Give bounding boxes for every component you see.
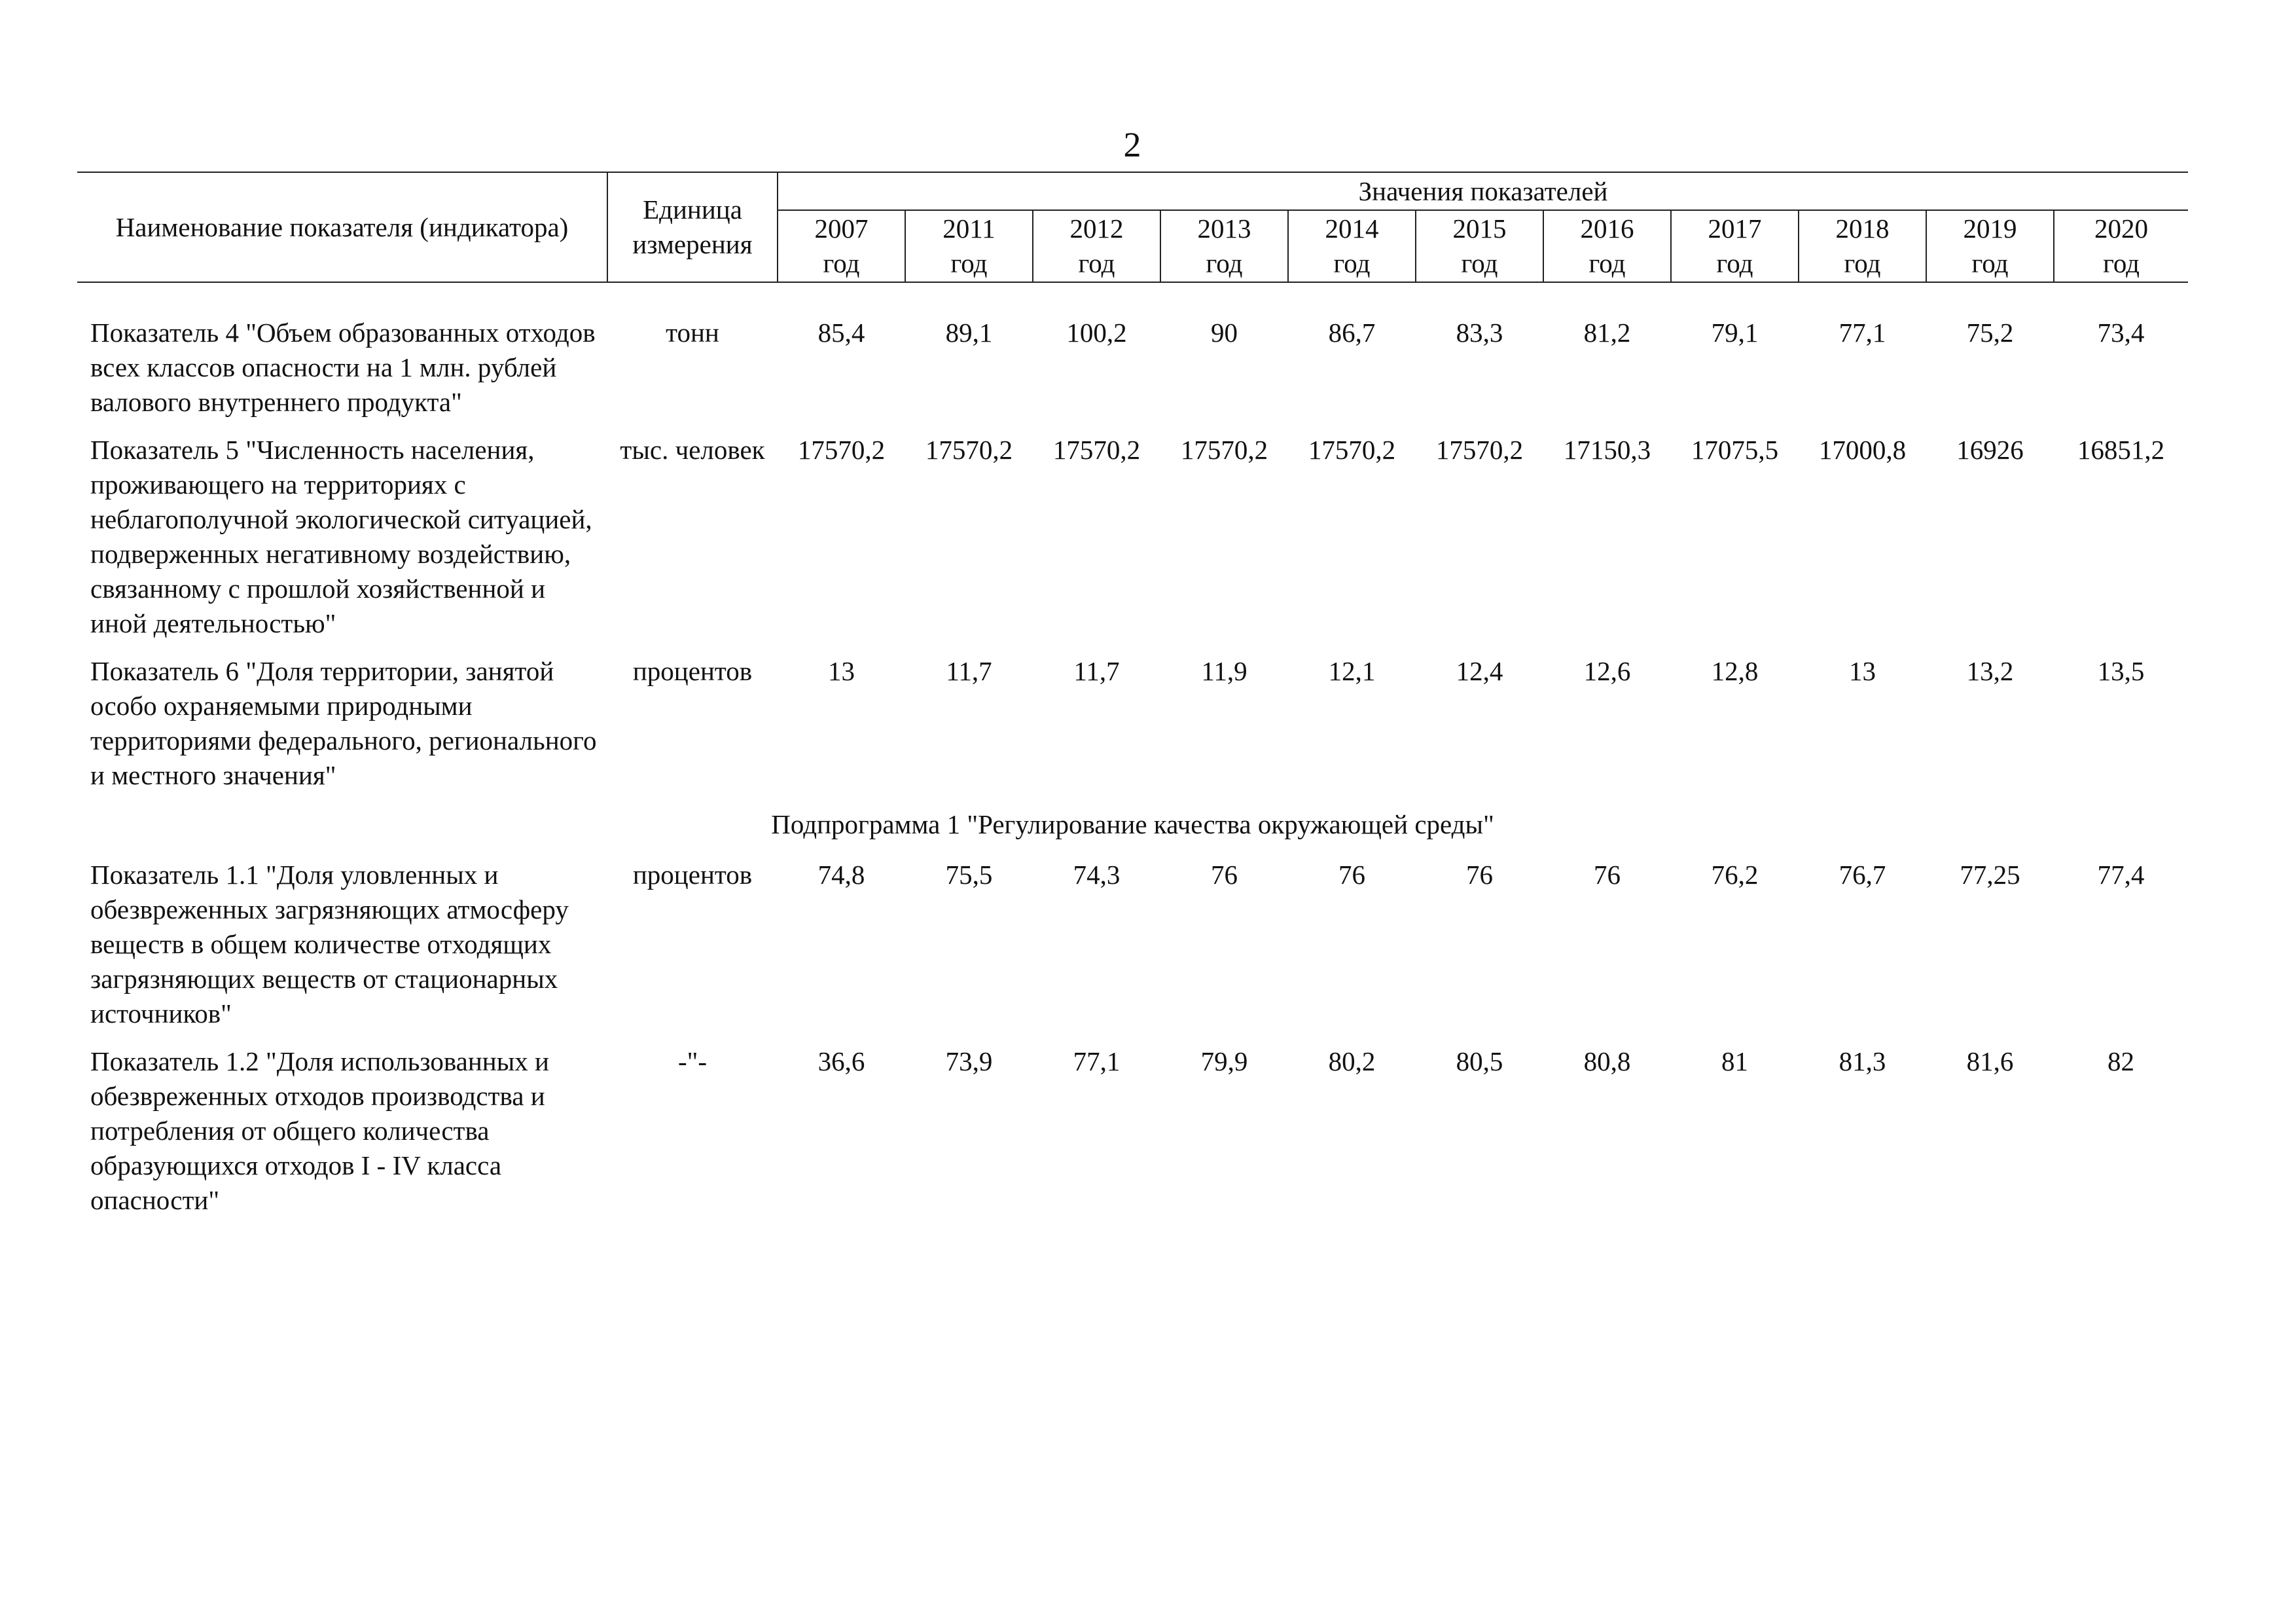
indicator-name: Показатель 4 "Объем образованных отходов всех классов опасности на 1 млн. рублей валового внутреннего продукта" <box>90 318 596 417</box>
indicator-value: 13 <box>828 656 855 686</box>
indicator-value: 80,8 <box>1583 1046 1631 1076</box>
indicator-value: 76 <box>1594 860 1621 890</box>
indicator-value: 77,4 <box>2097 860 2145 890</box>
indicator-value: 77,1 <box>1073 1046 1121 1076</box>
year-suffix: год <box>1333 248 1371 278</box>
year-label: 2016 <box>1580 213 1634 244</box>
indicator-value: 83,3 <box>1456 318 1503 348</box>
indicator-unit: тыс. человек <box>620 435 765 465</box>
year-header <box>1160 210 1288 282</box>
indicator-value: 17570,2 <box>925 435 1013 465</box>
subprogram-title: Подпрограмма 1 "Регулирование качества окружающей среды" <box>771 809 1494 839</box>
indicator-value: 17570,2 <box>797 435 886 465</box>
indicator-name: Показатель 1.1 "Доля уловленных и обезвреженных загрязняющих атмосферу веществ в общем количестве отходящих загрязняющих веществ от стационарных источников" <box>90 860 569 1029</box>
indicator-value: 81,6 <box>1966 1046 2014 1076</box>
column-header-unit: Единица измерения <box>607 172 778 282</box>
year-label: 2007 <box>814 213 869 244</box>
indicator-value: 76 <box>1211 860 1238 890</box>
column-header-values: Значения показателей <box>778 172 2188 210</box>
year-suffix: год <box>1078 248 1115 278</box>
indicator-value: 77,25 <box>1960 860 2020 890</box>
indicator-value: 11,7 <box>1073 656 1120 686</box>
indicator-value: 77,1 <box>1839 318 1886 348</box>
indicator-unit: процентов <box>632 656 753 686</box>
indicator-value: 12,8 <box>1711 656 1759 686</box>
year-header <box>905 210 1033 282</box>
year-header <box>2054 210 2188 282</box>
year-label: 2017 <box>1708 213 1762 244</box>
year-label: 2012 <box>1069 213 1124 244</box>
year-header <box>1288 210 1416 282</box>
indicator-value: 17075,5 <box>1691 435 1779 465</box>
indicator-value: 17570,2 <box>1052 435 1141 465</box>
indicator-value: 12,6 <box>1583 656 1631 686</box>
indicator-value: 80,2 <box>1328 1046 1376 1076</box>
year-suffix: год <box>823 248 860 278</box>
year-header <box>778 210 905 282</box>
table-row <box>77 1044 2188 1231</box>
indicators-table <box>77 172 2188 1231</box>
year-header <box>1799 210 1926 282</box>
year-label: 2015 <box>1452 213 1507 244</box>
indicator-value: 86,7 <box>1328 318 1376 348</box>
indicator-value: 13 <box>1849 656 1876 686</box>
indicator-value: 76,2 <box>1711 860 1759 890</box>
indicator-value: 17570,2 <box>1308 435 1396 465</box>
year-label: 2014 <box>1325 213 1379 244</box>
indicator-name: Показатель 1.2 "Доля использованных и обезвреженных отходов производства и потребления от общего количества образующихся отходов I - IV класса опасности" <box>90 1046 549 1215</box>
indicator-value: 75,2 <box>1966 318 2014 348</box>
indicator-value: 85,4 <box>817 318 865 348</box>
indicator-value: 90 <box>1211 318 1238 348</box>
indicator-value: 100,2 <box>1066 318 1127 348</box>
indicator-value: 17570,2 <box>1180 435 1268 465</box>
indicator-value: 17150,3 <box>1563 435 1651 465</box>
year-label: 2011 <box>942 213 996 244</box>
indicator-value: 81,3 <box>1839 1046 1886 1076</box>
indicator-unit: тонн <box>666 318 719 348</box>
table-row <box>77 654 2188 806</box>
indicator-value: 76 <box>1466 860 1493 890</box>
column-header-name: Наименование показателя (индикатора) <box>77 172 607 282</box>
indicator-value: 16851,2 <box>2077 435 2165 465</box>
indicator-value: 76,7 <box>1839 860 1886 890</box>
indicator-value: 82 <box>2108 1046 2135 1076</box>
indicator-value: 12,1 <box>1328 656 1376 686</box>
indicator-value: 73,9 <box>945 1046 993 1076</box>
indicator-value: 16926 <box>1956 435 2024 465</box>
indicator-value: 76 <box>1338 860 1365 890</box>
page-number: 2 <box>1123 125 1141 164</box>
indicator-value: 11,7 <box>946 656 992 686</box>
year-suffix: год <box>1844 248 1881 278</box>
indicator-value: 36,6 <box>817 1046 865 1076</box>
year-label: 2013 <box>1197 213 1251 244</box>
indicator-value: 73,4 <box>2097 318 2145 348</box>
year-header <box>1416 210 1543 282</box>
year-label: 2020 <box>2094 213 2149 244</box>
indicator-value: 74,3 <box>1073 860 1121 890</box>
indicator-value: 81 <box>1721 1046 1748 1076</box>
year-label: 2018 <box>1835 213 1890 244</box>
indicator-value: 17000,8 <box>1818 435 1907 465</box>
indicator-value: 13,5 <box>2097 656 2145 686</box>
table-row <box>77 858 2188 1044</box>
indicator-value: 13,2 <box>1966 656 2014 686</box>
indicator-value: 74,8 <box>817 860 865 890</box>
year-header <box>1033 210 1160 282</box>
subprogram-row <box>77 806 2188 858</box>
indicator-value: 12,4 <box>1456 656 1503 686</box>
year-suffix: год <box>2103 248 2140 278</box>
indicator-value: 80,5 <box>1456 1046 1503 1076</box>
year-label: 2019 <box>1963 213 2017 244</box>
year-suffix: год <box>1716 248 1753 278</box>
indicator-value: 89,1 <box>945 318 993 348</box>
year-suffix: год <box>1206 248 1243 278</box>
indicator-value: 11,9 <box>1201 656 1247 686</box>
year-suffix: год <box>1461 248 1498 278</box>
indicator-name: Показатель 6 "Доля территории, занятой особо охраняемыми природными территориями федерального, регионального и местного значения" <box>90 656 597 790</box>
indicator-name: Показатель 5 "Численность населения, проживающего на территориях с неблагополучной экологической ситуацией, подверженных негативному воздействию, связанному с прошлой хозяйственной и иной деятельностью" <box>90 435 592 638</box>
table-row <box>77 433 2188 654</box>
year-header <box>1543 210 1671 282</box>
year-header <box>1926 210 2054 282</box>
table-row <box>77 316 2188 433</box>
indicator-value: 81,2 <box>1583 318 1631 348</box>
indicator-unit: процентов <box>632 860 753 890</box>
indicator-value: 79,9 <box>1200 1046 1248 1076</box>
indicator-unit: -"- <box>677 1046 708 1076</box>
year-suffix: год <box>950 248 988 278</box>
indicator-value: 79,1 <box>1711 318 1759 348</box>
year-suffix: год <box>1971 248 2009 278</box>
indicator-value: 17570,2 <box>1435 435 1524 465</box>
year-header <box>1671 210 1799 282</box>
indicator-value: 75,5 <box>945 860 993 890</box>
year-suffix: год <box>1588 248 1626 278</box>
